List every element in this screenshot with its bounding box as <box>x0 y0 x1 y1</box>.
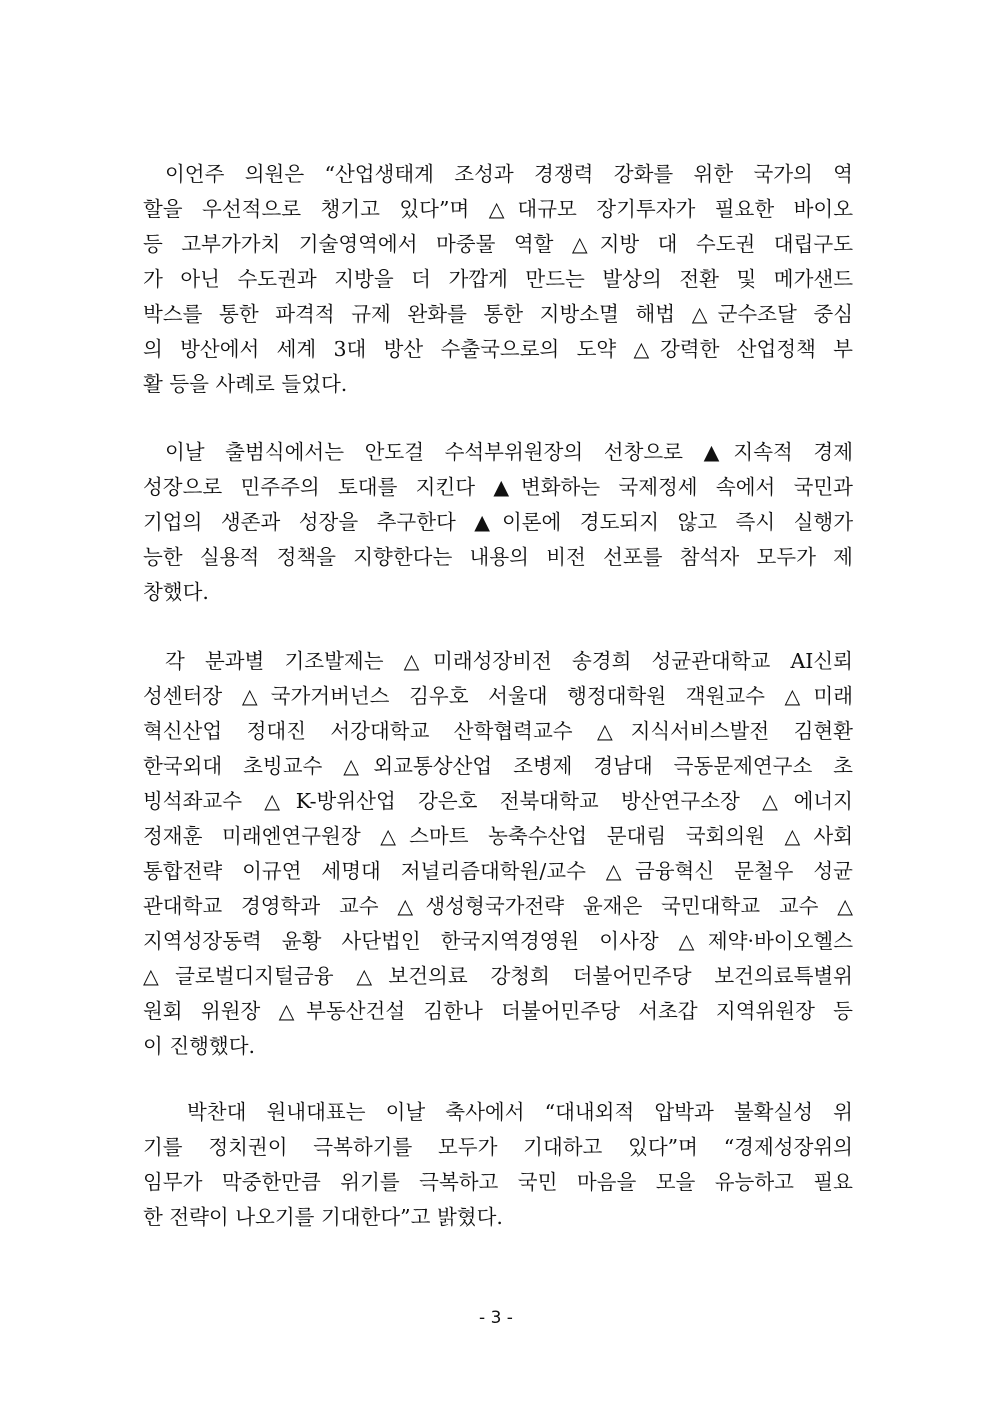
text-line: 통합전략 이규연 세명대 저널리즘대학원/교수 △금융혁신 문철우 성균 <box>143 859 853 883</box>
text-line: 빙석좌교수 △K-방위산업 강은호 전북대학교 방산연구소장 △에너지 <box>143 789 853 813</box>
paragraph-lee-eonju <box>143 157 853 402</box>
text-line: 임무가 막중한만큼 위기를 극복하고 국민 마음을 모을 유능하고 필요 <box>143 1170 853 1194</box>
text-line: 가 아닌 수도권과 지방을 더 가깝게 만드는 발상의 전환 및 메가샌드 <box>143 267 853 291</box>
text-line: 원회 위원장 △부동산건설 김한나 더불어민주당 서초갑 지역위원장 등 <box>143 999 853 1023</box>
text-line: △글로벌디지털금융 △보건의료 강청희 더불어민주당 보건의료특별위 <box>143 964 853 988</box>
text-line: 기업의 생존과 성장을 추구한다 ▲이론에 경도되지 않고 즉시 실행가 <box>143 510 853 534</box>
text-line: 관대학교 경영학과 교수 △생성형국가전략 윤재은 국민대학교 교수 △ <box>143 894 853 918</box>
text-line: 박찬대 원내대표는 이날 축사에서 “대내외적 압박과 불확실성 위 <box>187 1100 853 1124</box>
text-line: 지역성장동력 윤황 사단법인 한국지역경영원 이사장 △제약·바이오헬스 <box>143 929 853 953</box>
text-line: 성센터장 △국가거버넌스 김우호 서울대 행정대학원 객원교수 △미래 <box>143 684 853 708</box>
text-line: 의 방산에서 세계 3대 방산 수출국으로의 도약 △강력한 산업정책 부 <box>143 337 853 361</box>
paragraph-launch-ceremony <box>143 435 853 610</box>
paragraph-keynote-presentations <box>143 644 853 1064</box>
text-line: 활 등을 사례로 들었다. <box>143 372 348 396</box>
text-line: 이 진행했다. <box>143 1034 256 1058</box>
text-line: 박스를 통한 파격적 규제 완화를 통한 지방소멸 해법 △군수조달 중심 <box>143 302 853 326</box>
text-line: 능한 실용적 정책을 지향한다는 내용의 비전 선포를 참석자 모두가 제 <box>143 545 853 569</box>
text-line: 이언주 의원은 “산업생태계 조성과 경쟁력 강화를 위한 국가의 역 <box>165 162 853 186</box>
text-line: 성장으로 민주주의 토대를 지킨다 ▲변화하는 국제정세 속에서 국민과 <box>143 475 853 499</box>
text-line: 이날 출범식에서는 안도걸 수석부위원장의 선창으로 ▲지속적 경제 <box>165 440 853 464</box>
text-line: 한 전략이 나오기를 기대한다”고 밝혔다. <box>143 1205 503 1229</box>
page-number: - 3 - <box>479 1308 513 1328</box>
text-line: 한국외대 초빙교수 △외교통상산업 조병제 경남대 극동문제연구소 초 <box>143 754 853 778</box>
text-line: 창했다. <box>143 580 209 604</box>
text-line: 기를 정치권이 극복하기를 모두가 기대하고 있다”며 “경제성장위의 <box>143 1135 853 1159</box>
text-line: 정재훈 미래엔연구원장 △스마트 농축수산업 문대림 국회의원 △사회 <box>143 824 853 848</box>
text-line: 등 고부가가치 기술영역에서 마중물 역할 △지방 대 수도권 대립구도 <box>143 232 853 256</box>
text-line: 할을 우선적으로 챙기고 있다”며 △대규모 장기투자가 필요한 바이오 <box>143 197 853 221</box>
paragraph-park-chandae <box>143 1095 853 1235</box>
text-line: 혁신산업 정대진 서강대학교 산학협력교수 △지식서비스발전 김현환 <box>143 719 853 743</box>
text-line: 각 분과별 기조발제는 △미래성장비전 송경희 성균관대학교 AI신뢰 <box>165 649 853 673</box>
